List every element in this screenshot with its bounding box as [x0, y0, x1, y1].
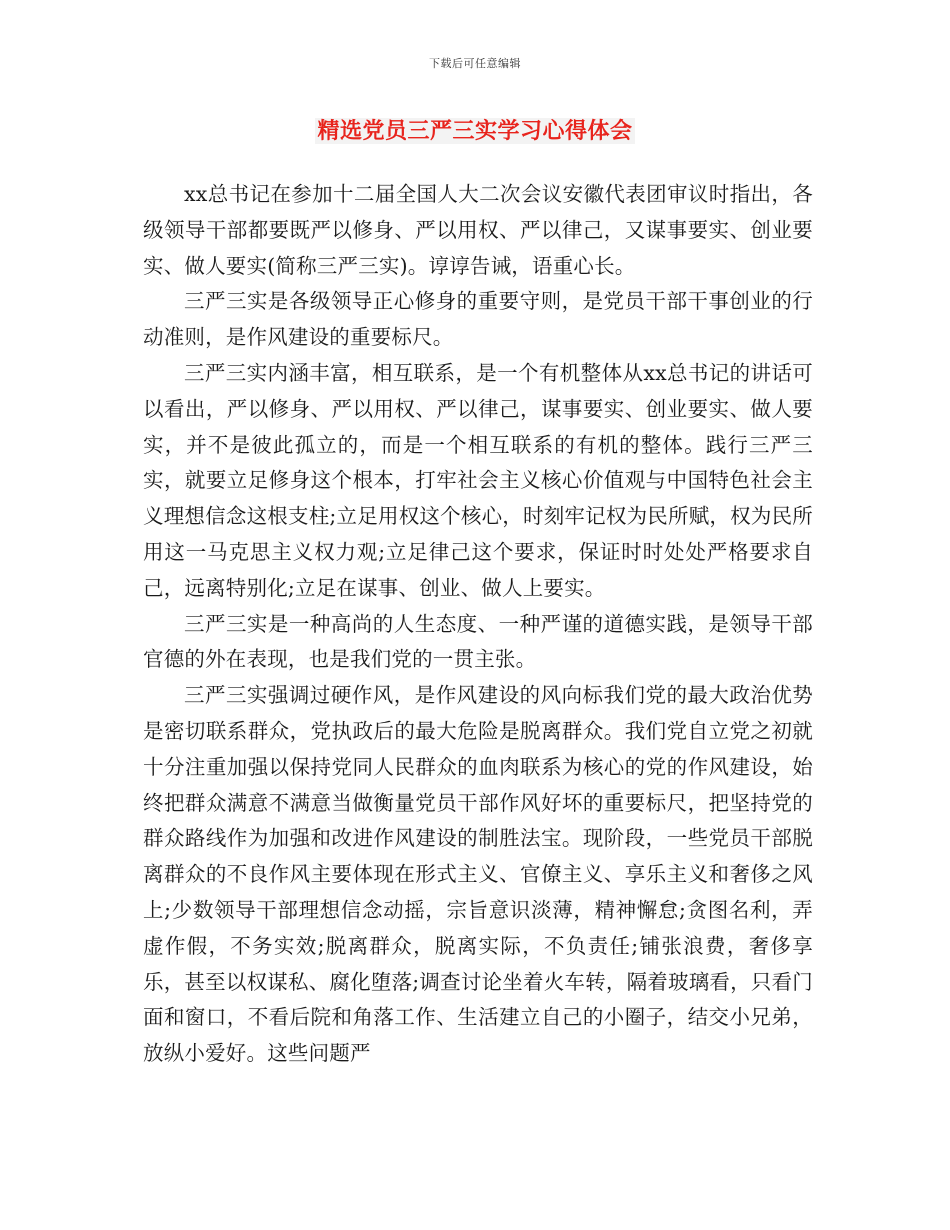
paragraph-2: 三严三实是各级领导正心修身的重要守则，是党员干部干事创业的行动准则，是作风建设的重要标尺。 — [143, 289, 813, 350]
paragraph-3: 三严三实内涵丰富，相互联系，是一个有机整体从xx总书记的讲话可以看出，严以修身、严以用权、严以律己，谋事要实、创业要实、做人要实，并不是彼此孤立的，而是一个相互联系的有机的整体。践行三严三实，就要立足修身这个根本，打牢社会主义核心价值观与中国特色社会主义理想信念这根支柱;立足用权这个核心，时刻牢记权为民所赋，权为民所用这一马克思主义权力观;立足律己这个要求，保证时时处处严格要求自己，远离特别化;立足在谋事、创业、做人上要实。 — [143, 360, 813, 600]
paragraph-1: xx总书记在参加十二届全国人大二次会议安徽代表团审议时指出，各级领导干部都要既严以修身、严以用权、严以律己，又谋事要实、创业要实、做人要实(简称三严三实)。谆谆告诫，语重心长。 — [143, 182, 813, 278]
document-body — [143, 177, 813, 1072]
paragraph-4: 三严三实是一种高尚的人生态度、一种严谨的道德实践，是领导干部官德的外在表现，也是我们党的一贯主张。 — [143, 611, 813, 672]
document-title — [0, 114, 950, 145]
header-note: 下载后可任意编辑 — [429, 57, 521, 70]
paragraph-5: 三严三实强调过硬作风，是作风建设的风向标我们党的最大政治优势是密切联系群众，党执政后的最大危险是脱离群众。我们党自立党之初就十分注重加强以保持党同人民群众的血肉联系为核心的党的作风建设，始终把群众满意不满意当做衡量党员干部作风好坏的重要标尺，把坚持党的群众路线作为加强和改进作风建设的制胜法宝。现阶段，一些党员干部脱离群众的不良作风主要体现在形式主义、官僚主义、享乐主义和奢侈之风上;少数领导干部理想信念动摇，宗旨意识淡薄，精神懈怠;贪图名利，弄虚作假，不务实效;脱离群众，脱离实际，不负责任;铺张浪费，奢侈享乐，甚至以权谋私、腐化堕落;调查讨论坐着火车转，隔着玻璃看，只看门面和窗口，不看后院和角落工作、生活建立自己的小圈子，结交小兄弟，放纵小爱好。这些问题严 — [143, 683, 813, 1066]
document-title-text: 精选党员三严三实学习心得体会 — [317, 118, 633, 144]
